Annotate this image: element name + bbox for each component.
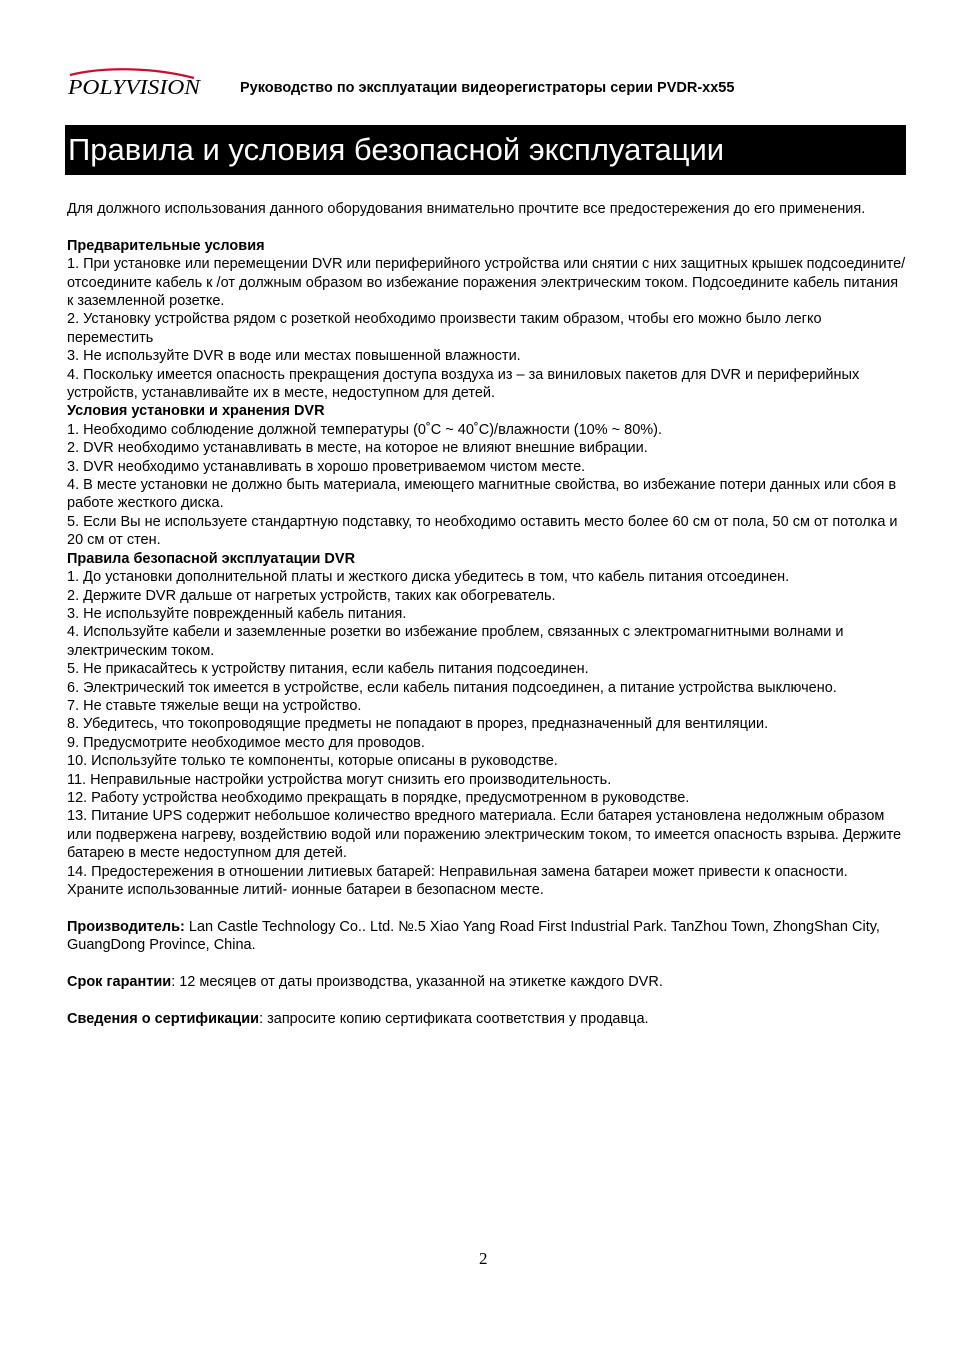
section-heading-preconditions: Предварительные условия bbox=[67, 237, 265, 254]
list-item: 10. Используйте только те компоненты, которые описаны в руководстве. bbox=[67, 753, 558, 770]
manufacturer-label: Производитель: bbox=[67, 918, 185, 935]
document-body bbox=[67, 200, 907, 1028]
polyvision-logo bbox=[66, 66, 206, 102]
list-item: 3. DVR необходимо устанавливать в хорошо проветриваемом чистом месте. bbox=[67, 458, 586, 475]
list-item: 1. До установки дополнительной платы и жесткого диска убедитесь в том, что кабель питания отсоединен. bbox=[67, 569, 790, 586]
list-item: 5. Не прикасайтесь к устройству питания, если кабель питания подсоединен. bbox=[67, 661, 589, 678]
warranty-info bbox=[67, 973, 907, 991]
intro-paragraph: Для должного использования данного оборудования внимательно прочтите все предостережения до его применения. bbox=[67, 201, 866, 217]
list-item: 9. Предусмотрите необходимое место для проводов. bbox=[67, 734, 425, 751]
warranty-label: Срок гарантии bbox=[67, 974, 172, 991]
certification-info bbox=[67, 1010, 907, 1028]
document-header-title: Руководство по эксплуатации видеорегистраторы серии PVDR-xx55 bbox=[240, 80, 735, 96]
list-item: 2. DVR необходимо устанавливать в месте, на которое не влияют внешние вибрации. bbox=[67, 440, 648, 457]
list-item: 6. Электрический ток имеется в устройстве, если кабель питания подсоединен, а питание устройства выключено. bbox=[67, 679, 837, 696]
list-item: 12. Работу устройства необходимо прекращать в порядке, предусмотренном в руководстве. bbox=[67, 789, 690, 806]
list-item: 2. Установку устройства рядом с розеткой необходимо произвести таким образом, чтобы его можно было легко переместить bbox=[67, 311, 822, 346]
certification-text: : запросите копию сертификата соответствия у продавца. bbox=[259, 1010, 649, 1027]
list-item: 1. Необходимо соблюдение должной температуры (0˚C ~ 40˚C)/влажности (10% ~ 80%). bbox=[67, 421, 663, 438]
list-item: 4. В месте установки не должно быть материала, имеющего магнитные свойства, во избежание потери данных или сбоя в работе жесткого диска. bbox=[67, 477, 897, 512]
list-item: 13. Питание UPS содержит небольшое количество вредного материала. Если батарея установлена недолжным образом или подвержена нагреву, воздействию водой или поражению электрическим током, то имеется опасность взрыва. Держите батарею в месте недоступном для детей. bbox=[67, 808, 902, 862]
section-heading-safety: Правила безопасной эксплуатации DVR bbox=[67, 550, 356, 567]
list-item: 7. Не ставьте тяжелые вещи на устройство. bbox=[67, 697, 362, 714]
page-title: Правила и условия безопасной эксплуатации bbox=[65, 125, 906, 175]
certification-label: Сведения о сертификации bbox=[67, 1010, 260, 1027]
list-item: 4. Поскольку имеется опасность прекращения доступа воздуха из – за виниловых пакетов для DVR и периферийных устройств, устанавливайте их в месте, недоступном для детей. bbox=[67, 366, 860, 402]
list-item: 4. Используйте кабели и заземленные розетки во избежание проблем, связанных с электромагнитными волнами и электрическим током. bbox=[67, 624, 844, 659]
list-item: 2. Держите DVR дальше от нагретых устройств, таких как обогреватель. bbox=[67, 587, 556, 604]
section-heading-installation: Условия установки и хранения DVR bbox=[67, 403, 325, 420]
list-item: 3. Не используйте поврежденный кабель питания. bbox=[67, 605, 407, 622]
list-item: 5. Если Вы не используете стандартную подставку, то необходимо оставить место более 60 см от пола, 50 см от потолка и 20 см от стен. bbox=[67, 513, 898, 549]
list-item: 8. Убедитесь, что токопроводящие предметы не попадают в прорез, предназначенный для вентиляции. bbox=[67, 716, 769, 733]
page-number: 2 bbox=[479, 1249, 488, 1268]
list-item: 3. Не используйте DVR в воде или местах повышенной влажности. bbox=[67, 348, 521, 365]
logo-text: POLYVISION bbox=[66, 75, 202, 99]
manufacturer-text: Lan Castle Technology Co.. Ltd. №.5 Xiao Yang Road First Industrial Park. TanZhou Town, ZhongShan City, GuangDong Province, China. bbox=[67, 918, 880, 954]
list-item: 11. Неправильные настройки устройства могут снизить его производительность. bbox=[67, 771, 612, 788]
list-item: 1. При установке или перемещении DVR или периферийного устройства или снятии с них защитных крышек подсоедините/отсоедините кабель к /от должным образом во избежание поражения электрическим током. Подсоедините кабель питания к заземленной розетке. bbox=[67, 256, 906, 310]
list-item: 14. Предостережения в отношении литиевых батарей: Неправильная замена батареи может привести к опасности. Храните использованные литий- ионные батареи в безопасном месте. bbox=[67, 863, 848, 899]
warranty-text: : 12 месяцев от даты производства, указанной на этикетке каждого DVR. bbox=[171, 974, 663, 991]
manufacturer-info bbox=[67, 918, 907, 955]
